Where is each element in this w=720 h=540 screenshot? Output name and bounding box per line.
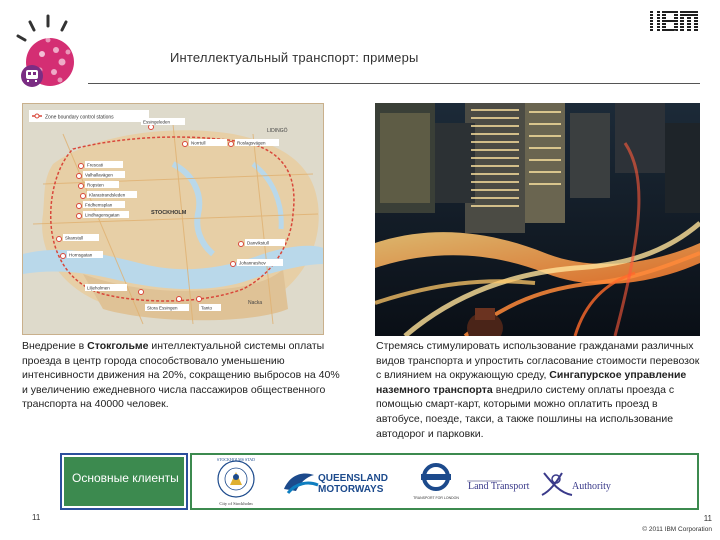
page-number-right: 11 (703, 514, 712, 523)
copyright-text: © 2011 IBM Corporation (642, 526, 712, 533)
queensland-text-2: MOTORWAYS (318, 484, 384, 495)
queensland-motorways-logo (284, 473, 388, 495)
key-clients-text: Основные клиенты (72, 471, 179, 485)
page-number-left: 11 (32, 513, 41, 522)
station-label: Hornsgatan (69, 252, 93, 258)
singapore-description (376, 339, 704, 441)
stockholm-ring-text: STOCKHOLMS STAD (216, 457, 256, 462)
map-legend (29, 110, 149, 122)
station-label: Danvikstull (247, 240, 269, 246)
singapore-description-prefix: Стремясь стимулировать использование гражданами различных видов транспорта и упростить согласование стоимости перевозок с влиянием на окружающую среду, (376, 340, 700, 382)
land-transport-authority-logo (467, 473, 611, 495)
queensland-text-1: QUEENSLAND (318, 473, 389, 484)
station-label: Frescati (87, 162, 104, 168)
station-label: Klarastrandsleden (89, 192, 126, 198)
map-legend-label: Zone boundary control stations (45, 114, 114, 121)
ibm-brand-text: IBM (674, 31, 676, 32)
ibm-logo (650, 10, 698, 32)
station-label: Roslagsvägen (237, 140, 266, 146)
station-label: Lindhagensgatan (85, 212, 120, 218)
station-label: Johanneshov (239, 260, 266, 266)
singapore-description-rest: внедрило систему оплаты проезда с помощью смарт-карт, которыми можно оплатить проезд в автобусе, поезде, такси, а также пошлины на использование автодорог и парковки. (376, 383, 675, 440)
lta-text-2: Authority (572, 481, 611, 492)
station-label: Valhallavägen (85, 172, 113, 178)
map-city-label: STOCKHOLM (151, 210, 187, 216)
stockholm-description (22, 339, 342, 412)
stockholm-sub-text: City of Stockholm (219, 501, 253, 506)
page-title: Интеллектуальный транспорт: примеры (170, 50, 419, 65)
city-traffic-photo (375, 103, 700, 336)
client-logos-strip (190, 453, 699, 510)
stockholm-description-rest: интеллектуальной системы оплаты проезда в центр города способствовало уменьшению интенсивности движения на 20%, сокращению выбросов на 40% и увеличению ежедневного числа пассажиров общественного транспорта на 40000 человек. (22, 340, 340, 411)
station-label: Liljeholmen (87, 285, 110, 291)
tfl-text: TRANSPORT FOR LONDON (413, 496, 459, 500)
map-area-label: Nacka (248, 300, 263, 306)
stockholm-description-bold: Стокгольме (87, 340, 149, 352)
station-label: Tanto (201, 305, 213, 311)
station-label: Ropsten (87, 182, 104, 188)
smarter-planet-logo (12, 12, 84, 92)
transport-for-london-logo (413, 465, 459, 500)
stockholm-description-prefix: Внедрение в (22, 340, 88, 352)
stockholm-map (22, 103, 324, 335)
station-label: Stora Essingen (147, 305, 178, 311)
station-label: Essingeleden (143, 119, 171, 125)
key-clients-label (60, 453, 188, 510)
map-area-label: LIDINGÖ (267, 128, 288, 134)
stockholm-city-logo (217, 457, 255, 506)
station-label: Fridhemsplan (85, 202, 113, 208)
station-label: Skanstull (65, 235, 84, 241)
singapore-description-bold: Сингапурское управление наземного транспорта (376, 369, 687, 396)
title-divider (88, 83, 700, 84)
lta-text-1: Land Transport (468, 481, 530, 492)
station-label: Norrtull (191, 140, 206, 146)
